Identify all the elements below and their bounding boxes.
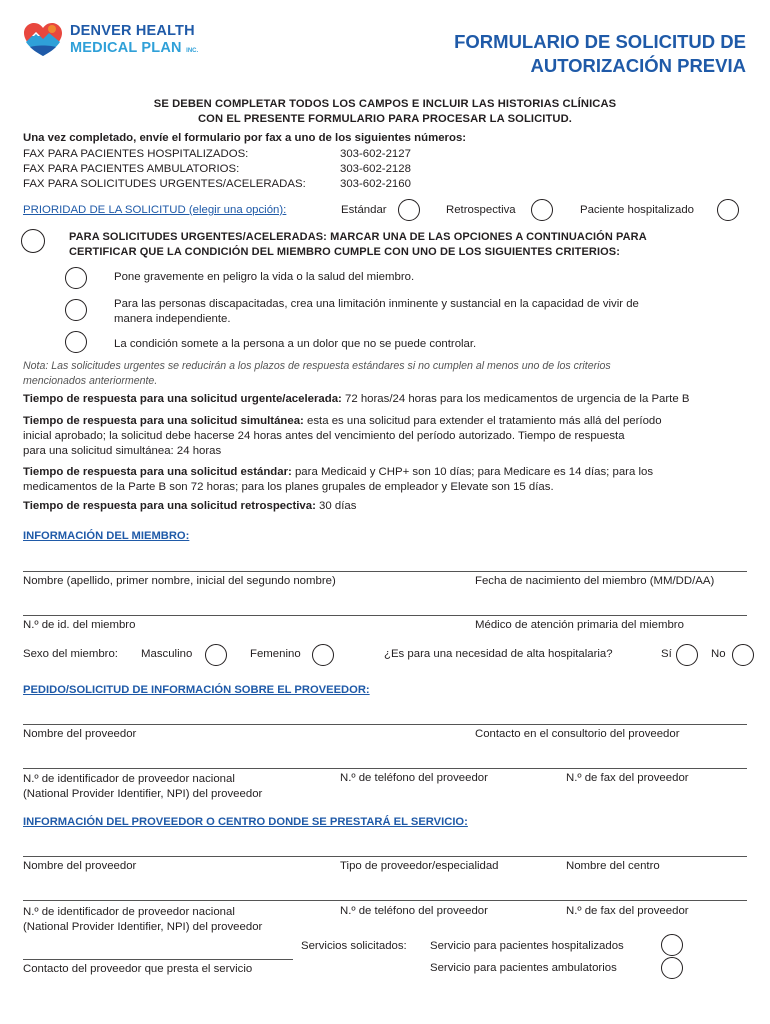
instructions-line1: SE DEBEN COMPLETAR TODOS LOS CAMPOS E INCLUIR LAS HISTORIAS CLÍNICAS [153,98,617,110]
fax-intro: Una vez completado, envíe el formulario por fax a uno de los siguientes números: [23,132,467,144]
service-inpatient-checkbox[interactable] [661,934,683,956]
criteria2-text [114,297,754,327]
criteria3-checkbox[interactable] [65,331,87,353]
member-id-line[interactable] [23,615,747,616]
ordering-npi-label [23,772,262,802]
urgent-heading-line1: PARA SOLICITUDES URGENTES/ACELERADAS: MARCAR UNA DE LAS OPCIONES A CONTINUACIÓN PARA [69,231,647,243]
servicing-npi-label [23,905,262,935]
criteria1-text: Pone gravemente en peligro la vida o la salud del miembro. [114,271,415,283]
response-urgent [23,393,689,405]
member-no-radio[interactable] [732,644,754,666]
ordering-name-line[interactable] [23,724,747,725]
response-standard-line2: medicamentos de la Parte B son 72 horas; para los planes grupales de empleador y Elevate son 15 días. [23,481,554,493]
response-urgent-text: 72 horas/24 horas para los medicamentos de urgencia de la Parte B [341,393,690,405]
member-yes-radio[interactable] [676,644,698,666]
member-no-label: No [711,648,726,660]
fax-number-urgent: 303-602-2160 [340,178,411,190]
priority-standard-label: Estándar [341,204,387,216]
response-urgent-label: Tiempo de respuesta para una solicitud urgente/acelerada: [23,393,342,405]
priority-inpatient-label: Paciente hospitalizado [580,204,694,216]
fax-number-outpatient: 303-602-2128 [340,163,411,175]
services-requested-label: Servicios solicitados: [301,940,407,952]
member-female-label: Femenino [250,648,301,660]
form-title-line2: AUTORIZACIÓN PREVIA [530,55,746,76]
servicing-name-line[interactable] [23,856,747,857]
ordering-contact-label: Contacto en el consultorio del proveedor [475,728,680,740]
response-concurrent-line1: esta es una solicitud para extender el tratamiento más allá del período [303,415,662,427]
ordering-section-title: PEDIDO/SOLICITUD DE INFORMACIÓN SOBRE EL PROVEEDOR: [23,684,370,696]
priority-label: PRIORIDAD DE LA SOLICITUD (elegir una opción): [23,204,287,216]
response-standard-line1: para Medicaid y CHP+ son 10 días; para Medicare es 14 días; para los [291,466,654,478]
ordering-npi-line2: (National Provider Identifier, NPI) del proveedor [23,788,263,800]
response-concurrent-line2: inicial aprobado; la solicitud debe hacerse 24 horas antes del vencimiento del período autorizado. Tiempo de respuesta [23,430,625,442]
criteria3-text: La condición somete a la persona a un dolor que no se puede controlar. [114,338,477,350]
response-standard [23,465,753,495]
criteria1-checkbox[interactable] [65,267,87,289]
member-discharge-label: ¿Es para una necesidad de alta hospitalaria? [384,648,613,660]
logo [22,20,222,60]
servicing-phone-label: N.º de teléfono del proveedor [340,905,488,917]
servicing-type-label: Tipo de proveedor/especialidad [340,860,499,872]
member-sex-label: Sexo del miembro: [23,648,118,660]
ordering-fax-label: N.º de fax del proveedor [566,772,689,784]
ordering-npi-line1: N.º de identificador de proveedor nacional [23,773,235,785]
priority-retro-label: Retrospectiva [446,204,516,216]
criteria2-checkbox[interactable] [65,299,87,321]
response-concurrent [23,414,753,459]
priority-retro-radio[interactable] [531,199,553,221]
response-concurrent-label: Tiempo de respuesta para una solicitud simultánea: [23,415,304,427]
response-retro [23,500,356,512]
urgent-heading-line2: CERTIFICAR QUE LA CONDICIÓN DEL MIEMBRO CUMPLE CON UNO DE LOS SIGUIENTES CRITERIOS: [69,246,620,258]
member-name-label: Nombre (apellido, primer nombre, inicial del segundo nombre) [23,575,336,587]
criteria2-line2: manera independiente. [114,313,231,325]
priority-inpatient-radio[interactable] [717,199,739,221]
form-title [454,30,746,78]
urgent-note [23,359,611,389]
servicing-facility-label: Nombre del centro [566,860,660,872]
fax-number-inpatient: 303-602-2127 [340,148,411,160]
service-inpatient-label: Servicio para pacientes hospitalizados [430,940,624,952]
urgent-certify-checkbox[interactable] [21,229,45,253]
ordering-phone-label: N.º de teléfono del proveedor [340,772,488,784]
criteria2-line1: Para las personas discapacitadas, crea una limitación inminente y sustancial en la capacidad de vivir de [114,298,639,310]
logo-line1: DENVER HEALTH [70,23,195,39]
servicing-section-title: INFORMACIÓN DEL PROVEEDOR O CENTRO DONDE SE PRESTARÁ EL SERVICIO: [23,816,468,828]
member-male-radio[interactable] [205,644,227,666]
instructions [0,97,770,127]
urgent-note-line2: mencionados anteriormente. [23,375,158,387]
member-male-label: Masculino [141,648,193,660]
response-concurrent-line3: para una solicitud simultánea: 24 horas [23,445,222,457]
instructions-line2: CON EL PRESENTE FORMULARIO PARA PROCESAR LA SOLICITUD. [198,113,572,125]
response-retro-text: 30 días [315,500,357,512]
logo-mark-icon [22,22,64,58]
servicing-npi-line[interactable] [23,900,747,901]
servicing-npi-line2: (National Provider Identifier, NPI) del proveedor [23,921,263,933]
fax-label-outpatient: FAX PARA PACIENTES AMBULATORIOS: [23,163,240,175]
fax-label-inpatient: FAX PARA PACIENTES HOSPITALIZADOS: [23,148,249,160]
ordering-npi-line[interactable] [23,768,747,769]
servicing-npi-line1: N.º de identificador de proveedor nacional [23,906,235,918]
member-dob-label: Fecha de nacimiento del miembro (MM/DD/AA) [475,575,715,587]
member-pcp-label: Médico de atención primaria del miembro [475,619,684,631]
servicing-contact-line[interactable] [23,959,293,960]
servicing-contact-label: Contacto del proveedor que presta el servicio [23,963,253,975]
urgent-note-line1: Nota: Las solicitudes urgentes se reducirán a los plazos de respuesta estándares si no cumplen al menos uno de los criterios [23,360,611,372]
fax-label-urgent: FAX PARA SOLICITUDES URGENTES/ACELERADAS: [23,178,306,190]
logo-line2: MEDICAL PLAN INC. [70,40,199,56]
member-female-radio[interactable] [312,644,334,666]
member-section-title: INFORMACIÓN DEL MIEMBRO: [23,530,190,542]
service-outpatient-checkbox[interactable] [661,957,683,979]
response-standard-label: Tiempo de respuesta para una solicitud estándar: [23,466,292,478]
member-yes-label: Sí [661,648,672,660]
ordering-name-label: Nombre del proveedor [23,728,137,740]
service-outpatient-label: Servicio para pacientes ambulatorios [430,962,617,974]
urgent-heading [69,230,647,260]
member-id-label: N.º de id. del miembro [23,619,136,631]
servicing-fax-label: N.º de fax del proveedor [566,905,689,917]
response-retro-label: Tiempo de respuesta para una solicitud retrospectiva: [23,500,316,512]
member-name-line[interactable] [23,571,747,572]
form-title-line1: FORMULARIO DE SOLICITUD DE [454,31,746,52]
servicing-name-label: Nombre del proveedor [23,860,137,872]
priority-standard-radio[interactable] [398,199,420,221]
